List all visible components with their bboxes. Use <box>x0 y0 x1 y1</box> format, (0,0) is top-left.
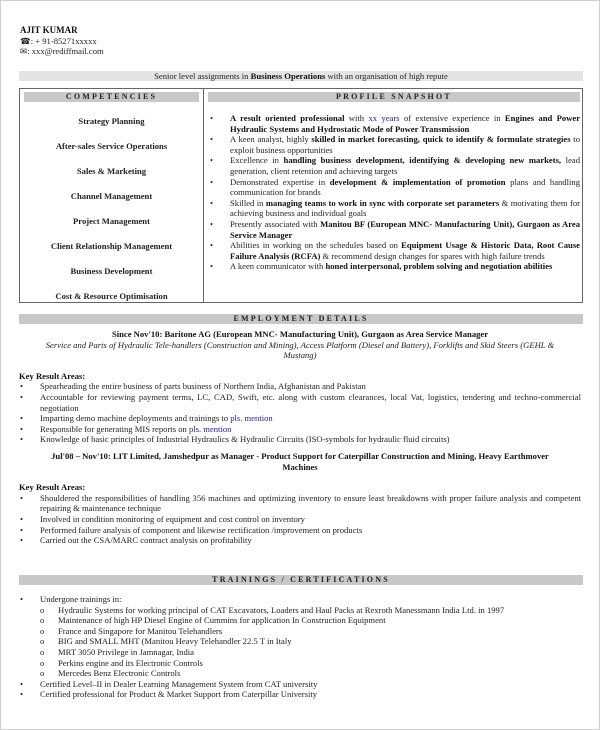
text-segment: A result oriented professional <box>230 113 345 123</box>
phone-number: : + 91-85271xxxxx <box>30 35 97 46</box>
training-item: o Hydraulic Systems for working principal of CAT Excavators, Loaders and Haul Packs at Rexroth Manessmann India Ltd. in 1997 <box>58 605 580 616</box>
text-segment: to exploit business opportunities <box>230 134 580 155</box>
contact-header <box>20 25 104 57</box>
job1-kra-label: Key Result Areas: <box>19 370 86 381</box>
text-segment: Shouldered the responsibilities of handling 356 machines and optimizing inventory to ensure least breakdowns with proper failure analysis and competent repairing & maintenance technique <box>40 492 581 514</box>
phone-icon: ☎ <box>20 35 31 46</box>
profile-bullet <box>230 155 580 176</box>
job1-kra-list <box>40 381 581 445</box>
profile-list <box>230 113 580 272</box>
objective-banner <box>19 71 583 81</box>
job1-heading: Since Nov'10: Baritone AG (European MNC- Manufacturing Unit), Gurgaon as Area Service Manager <box>111 329 489 339</box>
profile-bullet <box>230 177 580 198</box>
kra-bullet <box>40 424 581 435</box>
phone-line <box>20 36 104 47</box>
certification-item: • Certified Level–II in Dealer Learning Management System from CAT university <box>40 679 580 690</box>
job2-heading: Jul'08 – Nov'10: LIT Limited, Jamshedpur as Manager - Product Support for Caterpillar Construction and Mining, Heavy Earthmover Machines <box>51 450 549 472</box>
text-segment: Involved in condition monitoring of equipment and cost control on inventory <box>40 513 305 524</box>
profile-bullet <box>230 113 580 134</box>
employment-section <box>19 329 581 546</box>
text-segment: Responsible for generating MIS reports on <box>40 423 189 434</box>
placeholder-link: xx years <box>368 113 400 123</box>
text-segment: Abilities in working on the schedules based on <box>230 240 402 251</box>
kra-bullet <box>40 434 581 445</box>
kra-bullet <box>40 413 581 424</box>
text-segment: & motivating them for achieving business and individual goals <box>230 197 580 219</box>
certification-list <box>40 679 580 700</box>
envelope-icon: ✉ <box>20 46 28 57</box>
training-item: o Perkins engine and its Electronic Controls <box>58 658 580 669</box>
candidate-name: AJIT KUMAR <box>20 25 78 35</box>
profile-heading: PROFILE SNAPSHOT <box>208 92 580 102</box>
text-segment: skilled in market forecasting, quick to identify & formulate strategies <box>311 134 571 145</box>
training-sublist <box>58 605 580 679</box>
text-segment: A keen communicator with <box>230 261 326 272</box>
profile-bullet <box>230 240 580 261</box>
competency-item: Cost & Resource Optimisation <box>55 291 168 301</box>
text-segment: of extensive experience in <box>399 113 505 123</box>
competency-table <box>19 88 583 303</box>
job1-subtitle: Service and Parts of Hydraulic Tele-handlers (Construction and Mining), Access Platform (Diesel and Battery), Forklifts and Skid Steers (GEHL & Mustang) <box>45 339 555 361</box>
text-segment: honed interpersonal, problem solving and negotiation abilities <box>325 261 553 272</box>
trainings-heading: TRAININGS / CERTIFICATIONS <box>19 575 583 585</box>
text-segment: handling business development, identifying & developing new markets, <box>283 155 562 166</box>
text-segment: Manitou BF (European MNC- Manufacturing Unit) <box>320 218 513 229</box>
trainings-intro: • Undergone trainings in: <box>40 594 580 605</box>
column-divider <box>203 89 204 302</box>
training-item: o Maintenance of high HP Diesel Engine of Cummins for application In Construction Equipment <box>58 615 580 626</box>
placeholder-link: pls. mention <box>188 423 232 434</box>
competency-item: Sales & Marketing <box>76 166 147 176</box>
kra-bullet <box>40 525 581 536</box>
text-segment: & recommend design changes for spares with high failure trends <box>320 250 545 261</box>
competency-item: Channel Management <box>70 191 153 201</box>
trainings-section <box>40 594 580 700</box>
text-segment: development & implementation of promotion <box>329 176 506 187</box>
kra-bullet <box>40 392 581 413</box>
text-segment: Performed failure analysis of component and likewise rectification /improvement on products <box>40 524 363 535</box>
text-segment: Equipment Usage & Historic Data, Root Cause Failure Analysis (RCFA) <box>230 240 580 261</box>
kra-bullet <box>40 493 581 514</box>
text-segment: Demonstrated expertise in <box>230 176 330 187</box>
text-segment: Excellence in <box>230 155 284 166</box>
profile-bullet <box>230 134 580 155</box>
kra-bullet <box>40 514 581 525</box>
text-segment: managing teams to work in sync with corporate set parameters <box>265 197 500 208</box>
job2-kra-label: Key Result Areas: <box>19 482 86 493</box>
competency-list <box>24 109 199 309</box>
text-segment: with <box>344 113 369 123</box>
certification-item: • Certified professional for Product & Market Support from Caterpillar University <box>40 689 580 700</box>
text-segment: Engines and Power Hydraulic Systems and Hydrostatic Mode of Power Transmission <box>230 113 581 134</box>
competencies-heading: COMPETENCIES <box>24 92 199 102</box>
competency-item: Business Development <box>70 266 153 276</box>
text-segment: Business Operations <box>250 71 326 81</box>
text-segment: Imparting demo machine deployments and trainings to <box>40 413 231 424</box>
text-segment: Spearheading the entire business of parts business of Northern India, Afghanistan and Pakistan <box>40 381 366 392</box>
text-segment: , Gurgaon as Area Service Manager <box>230 218 580 240</box>
text-segment: with an organisation of high repute <box>325 71 448 81</box>
text-segment: plans and handling communication for brands <box>230 176 580 198</box>
job2-kra-list <box>40 493 581 546</box>
competency-item: Client Relationship Management <box>50 241 173 251</box>
email-line <box>20 46 104 57</box>
text-segment: Carried out the CSA/MARC contract analysis on profitability <box>40 535 252 546</box>
placeholder-link: pls. mention <box>230 413 273 424</box>
profile-bullet <box>230 261 580 272</box>
text-segment: A keen analyst, highly <box>230 134 312 145</box>
text-segment: lead generation, client retention and achieving targets <box>230 155 580 176</box>
employment-heading: EMPLOYMENT DETAILS <box>19 314 583 324</box>
competency-item: After-sales Service Operations <box>55 141 168 151</box>
kra-bullet <box>40 535 581 546</box>
text-segment: Knowledge of basic principles of Industrial Hydraulics & Hydraulic Circuits (ISO-symbols for hydraulic fluid circuits) <box>40 434 450 445</box>
competency-item: Project Management <box>73 216 150 226</box>
text-segment: Senior level assignments in <box>154 71 251 81</box>
text-segment: Skilled in <box>230 197 266 208</box>
training-item: o MRT 3050 Privilege in Jamnagar, India <box>58 647 580 658</box>
profile-bullet <box>230 198 580 219</box>
text-segment: Presently associated with <box>230 218 321 229</box>
competency-item: Strategy Planning <box>78 116 145 126</box>
training-item: o Mercedes Benz Electronic Controls <box>58 668 580 679</box>
kra-bullet <box>40 381 581 392</box>
profile-bullet <box>230 219 580 240</box>
training-item: o France and Singapore for Manitou Telehandlers <box>58 626 580 637</box>
training-item: o BIG and SMALL MHT (Manitou Heavy Telehandler 22.5 T in Italy <box>58 636 580 647</box>
email-address: : xxx@rediffmail.com <box>27 46 104 57</box>
text-segment: Accountable for reviewing payment terms, LC, CAD, Swift, etc. along with custom clearances, local Vat, logistics, tendering and techno-commercial negotiation <box>40 391 581 413</box>
